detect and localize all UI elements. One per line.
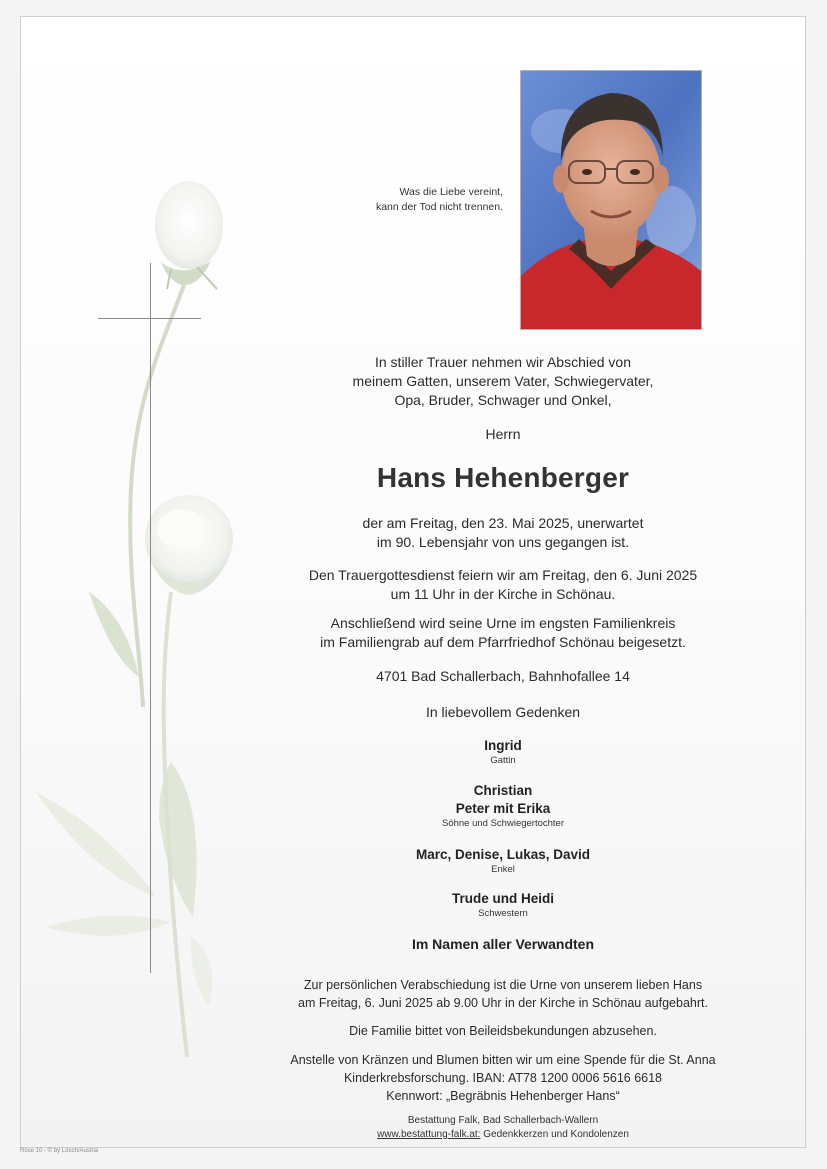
intro-line: Opa, Bruder, Schwager und Onkel,: [394, 392, 612, 408]
family-role: Enkel: [491, 864, 515, 875]
farewell-line: Zur persönlichen Verabschiedung ist die Urne von unserem lieben Hans: [303, 978, 703, 992]
relatives-line: Im Namen aller Verwandten: [411, 936, 595, 952]
donation-line: Anstelle von Kränzen und Blumen bitten wir um eine Spende für die St. Anna: [290, 1053, 716, 1067]
address: 4701 Bad Schallerbach, Bahnhofallee 14: [376, 668, 630, 684]
family-role: Gattin: [490, 755, 516, 766]
burial-notice: [263, 614, 743, 652]
rose-illustration: [21, 17, 281, 1147]
donation-line: Kennwort: „Begräbnis Hehenberger Hans“: [386, 1089, 620, 1103]
family-name: Marc, Denise, Lukas, David: [415, 847, 591, 862]
website-suffix: Gedenkkerzen und Kondolenzen: [483, 1129, 629, 1140]
family-role: Söhne und Schwiegertochter: [442, 818, 564, 829]
condolence-notice: Die Familie bittet von Beileidsbekundungen abzusehen.: [349, 1024, 657, 1038]
family-group-2: [263, 782, 743, 830]
service-notice: [263, 566, 743, 604]
death-line: im 90. Lebensjahr von uns gegangen ist.: [376, 534, 630, 550]
death-notice: [263, 514, 743, 552]
family-group-4: [263, 890, 743, 920]
farewell-line: am Freitag, 6. Juni 2025 ab 9.00 Uhr in der Kirche in Schönau aufgebahrt.: [298, 996, 708, 1010]
family-name: Christian: [473, 783, 533, 798]
salutation: Herrn: [485, 426, 521, 442]
family-name: Ingrid: [484, 738, 522, 753]
farewell-notice: [263, 976, 743, 1012]
imprint: Rose 10 - © by Lösch/Austria: [20, 1148, 99, 1154]
family-name: Peter mit Erika: [455, 801, 551, 816]
donation-line: Kinderkrebsforschung. IBAN: AT78 1200 0006 5616 6618: [343, 1071, 663, 1085]
family-role: Schwestern: [478, 908, 528, 919]
family-group-1: [263, 737, 743, 767]
intro-line: In stiller Trauer nehmen wir Abschied von: [374, 354, 631, 370]
obituary-card: [20, 16, 806, 1148]
rose-bud-top: [155, 181, 223, 289]
quote-line: Was die Liebe vereint,: [399, 186, 503, 198]
death-line: der am Freitag, den 23. Mai 2025, unerwartet: [362, 515, 644, 531]
portrait-photo: [520, 70, 702, 330]
burial-line: Anschließend wird seine Urne im engsten Familienkreis: [330, 615, 676, 631]
deceased-name: Hans Hehenberger: [376, 462, 630, 493]
footer-web: [263, 1128, 743, 1142]
cross-horizontal: [98, 318, 201, 319]
rose-bloom-middle: [145, 495, 233, 595]
family-group-3: [263, 846, 743, 876]
undertaker: Bestattung Falk, Bad Schallerbach-Wallern: [407, 1115, 599, 1126]
quote: [321, 185, 503, 215]
donation-notice: [263, 1051, 743, 1105]
cross-vertical: [150, 263, 151, 973]
service-line: Den Trauergottesdienst feiern wir am Freitag, den 6. Juni 2025: [308, 567, 698, 583]
website-link[interactable]: www.bestattung-falk.at:: [377, 1129, 481, 1140]
service-line: um 11 Uhr in der Kirche in Schönau.: [390, 586, 616, 602]
quote-line: kann der Tod nicht trennen.: [375, 201, 503, 213]
family-name: Trude und Heidi: [451, 891, 554, 906]
intro-text: [263, 353, 743, 444]
intro-line: meinem Gatten, unserem Vater, Schwiegervater,: [352, 373, 654, 389]
burial-line: im Familiengrab auf dem Pfarrfriedhof Schönau beigesetzt.: [320, 634, 686, 650]
footer: [263, 1114, 743, 1142]
memory-line: In liebevollem Gedenken: [425, 704, 581, 720]
